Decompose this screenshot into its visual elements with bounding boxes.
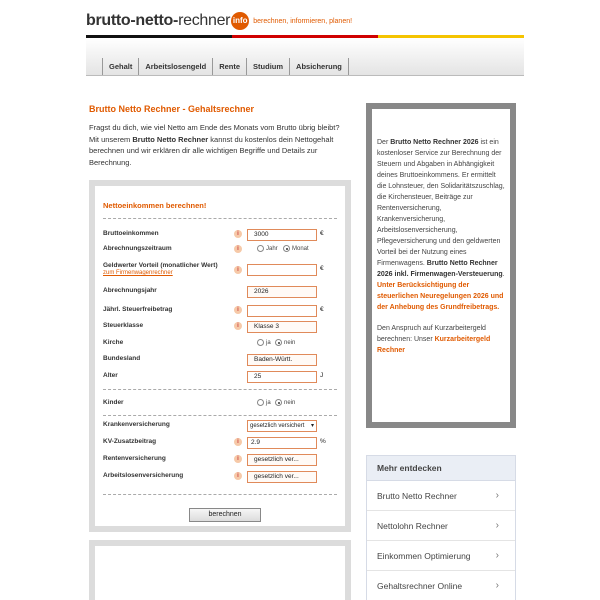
info-icon[interactable]: i xyxy=(234,245,242,253)
secondary-panel-content xyxy=(95,546,345,600)
kv-label: Krankenversicherung xyxy=(103,421,170,428)
nav-item-gehalt[interactable]: Gehalt xyxy=(102,58,138,75)
info-box-content xyxy=(372,109,510,422)
radio-dot[interactable] xyxy=(257,245,264,252)
freibetrag-unit: € xyxy=(320,306,324,313)
row-av xyxy=(103,471,337,483)
info-icon[interactable]: i xyxy=(234,472,242,480)
av-label: Arbeitslosenversicherung xyxy=(103,472,184,479)
bundesland-select[interactable]: Baden-Württ. xyxy=(247,354,317,366)
av-select[interactable]: gesetzlich ver... xyxy=(247,471,317,483)
kirche-radio-ja[interactable]: ja xyxy=(257,339,271,346)
freibetrag-label: Jährl. Steuerfreibetrag xyxy=(103,306,173,313)
info-icon[interactable]: i xyxy=(234,306,242,314)
alter-input[interactable]: 25 xyxy=(247,371,317,383)
chevron-right-icon: › xyxy=(495,490,499,501)
radio-dot-selected[interactable] xyxy=(275,339,282,346)
row-bundesland xyxy=(103,354,337,366)
row-kv xyxy=(103,420,337,432)
zeitraum-radio-jahr[interactable]: Jahr xyxy=(257,245,278,252)
discover-item[interactable]: Nettolohn Rechner › xyxy=(367,511,515,541)
kirche-radio-nein[interactable]: nein xyxy=(275,339,295,346)
jahr-select[interactable]: 2026 xyxy=(247,286,317,298)
geldwert-input[interactable] xyxy=(247,264,317,276)
radio-dot-selected[interactable] xyxy=(283,245,290,252)
freibetrag-input[interactable] xyxy=(247,305,317,317)
divider xyxy=(103,494,337,495)
info-icon[interactable]: i xyxy=(234,322,242,330)
radio-dot[interactable] xyxy=(257,399,264,406)
alter-unit: J xyxy=(320,372,324,379)
brutto-unit: € xyxy=(320,230,324,237)
logo-slogan: berechnen, informieren, planen! xyxy=(253,17,353,25)
info-box xyxy=(366,103,516,428)
logo-text: brutto-netto-rechner xyxy=(86,12,231,29)
nav-item-absicherung[interactable]: Absicherung xyxy=(289,58,349,75)
nav-item-rente[interactable]: Rente xyxy=(212,58,246,75)
bundesland-label: Bundesland xyxy=(103,355,141,362)
info-icon[interactable]: i xyxy=(234,438,242,446)
chevron-right-icon: › xyxy=(495,550,499,561)
nav-list xyxy=(102,58,349,75)
calculator-form xyxy=(95,186,345,526)
info-paragraph: Der Brutto Netto Rechner 2026 ist ein kostenloser Service zur Berechnung der Steuern und Abgaben in Abhängigkeit deines Bruttoeinkommens. Er ermittelt die Lohnsteuer, den Solidaritätszuschlag, die Kirchensteuer, Beiträge zur Rentenversicherung, Krankenversicherung, Arbeitslosenversicherung, Pflegeversicherung und den geldwerten Vorteil bei der Nutzung eines Firmenwagens. Brutto Netto Rechner 2026 inkl. Firmenwagen-Versteuerung. Unter Berücksichtigung der steuerlichen Neuregelungen 2026 und der Anhebung des Grundfreibetrags. xyxy=(377,139,505,311)
row-kvzusatz xyxy=(103,437,337,449)
discover-item[interactable]: Einkommen Optimierung › xyxy=(367,541,515,571)
divider xyxy=(103,389,337,390)
zeitraum-radio-monat[interactable]: Monat xyxy=(283,245,309,252)
calculate-button[interactable]: berechnen xyxy=(189,508,261,522)
steuerklasse-select[interactable]: Klasse 3 xyxy=(247,321,317,333)
zeitraum-label: Abrechnungszeitraum xyxy=(103,245,172,252)
divider xyxy=(103,218,337,219)
calculator-panel xyxy=(89,180,351,532)
alter-label: Alter xyxy=(103,372,118,379)
row-alter xyxy=(103,371,337,383)
kvzusatz-unit: % xyxy=(320,438,326,445)
main-nav xyxy=(86,38,524,76)
info-icon[interactable]: i xyxy=(234,230,242,238)
discover-box xyxy=(366,455,516,600)
chevron-right-icon: › xyxy=(495,520,499,531)
chevron-right-icon: › xyxy=(495,580,499,591)
rv-label: Rentenversicherung xyxy=(103,455,166,462)
info-icon[interactable]: i xyxy=(234,455,242,463)
jahr-label: Abrechnungsjahr xyxy=(103,287,157,294)
steuerklasse-label: Steuerklasse xyxy=(103,322,144,329)
logo-badge: info xyxy=(231,12,249,30)
firmenwagen-link[interactable]: zum Firmenwagenrechner xyxy=(103,270,173,276)
discover-item[interactable]: Brutto Netto Rechner › xyxy=(367,481,515,511)
secondary-panel xyxy=(89,540,351,600)
geldwert-unit: € xyxy=(320,265,324,272)
kvzusatz-label: KV-Zusatzbeitrag xyxy=(103,438,157,445)
row-freibetrag xyxy=(103,305,337,317)
kinder-radio-ja[interactable]: ja xyxy=(257,399,271,406)
row-zeitraum xyxy=(103,244,337,256)
row-kirche xyxy=(103,338,337,350)
kvzusatz-input[interactable]: 2.9 xyxy=(247,437,317,449)
row-geldwert xyxy=(103,261,337,279)
kirche-label: Kirche xyxy=(103,339,124,346)
rv-select[interactable]: gesetzlich ver... xyxy=(247,454,317,466)
geldwert-label: Geldwerter Vorteil (monatlicher Wert) zum Firmenwagenrechner xyxy=(103,262,218,276)
row-kinder xyxy=(103,398,337,410)
radio-dot[interactable] xyxy=(257,339,264,346)
brutto-input[interactable]: 3000 xyxy=(247,229,317,241)
kv-select[interactable]: gesetzlich versichert ▾ xyxy=(247,420,317,432)
site-logo[interactable] xyxy=(86,10,352,32)
kurzarbeit-link[interactable]: Kurzarbeitergeld Rechner xyxy=(377,336,491,354)
radio-dot-selected[interactable] xyxy=(275,399,282,406)
calculator-heading: Nettoeinkommen berechnen! xyxy=(103,201,207,210)
row-steuerklasse xyxy=(103,321,337,333)
kinder-radio-nein[interactable]: nein xyxy=(275,399,295,406)
page-title: Brutto Netto Rechner - Gehaltsrechner xyxy=(89,104,255,114)
divider xyxy=(103,415,337,416)
kinder-label: Kinder xyxy=(103,399,124,406)
info-icon[interactable]: i xyxy=(234,266,242,274)
brutto-label: Bruttoeinkommen xyxy=(103,230,159,237)
intro-text: Fragst du dich, wie viel Netto am Ende des Monats vom Brutto übrig bleibt? Mit unserem Brutto Netto Rechner kannst du kostenlos dein Nettogehalt berechnen und wir erklären dir alle wichtigen Begriffe und Details zur Berechnung. xyxy=(89,123,340,167)
kurzarbeit-paragraph: Den Anspruch auf Kurzarbeitergeld berechnen: Unser Kurzarbeitergeld Rechner xyxy=(377,325,491,354)
discover-heading: Mehr entdecken xyxy=(367,456,515,481)
nav-item-arbeitslosengeld[interactable]: Arbeitslosengeld xyxy=(138,58,212,75)
row-rv xyxy=(103,454,337,466)
discover-item[interactable]: Gehaltsrechner Online › xyxy=(367,571,515,600)
row-jahr xyxy=(103,286,337,298)
nav-item-studium[interactable]: Studium xyxy=(246,58,289,75)
row-brutto xyxy=(103,229,337,241)
